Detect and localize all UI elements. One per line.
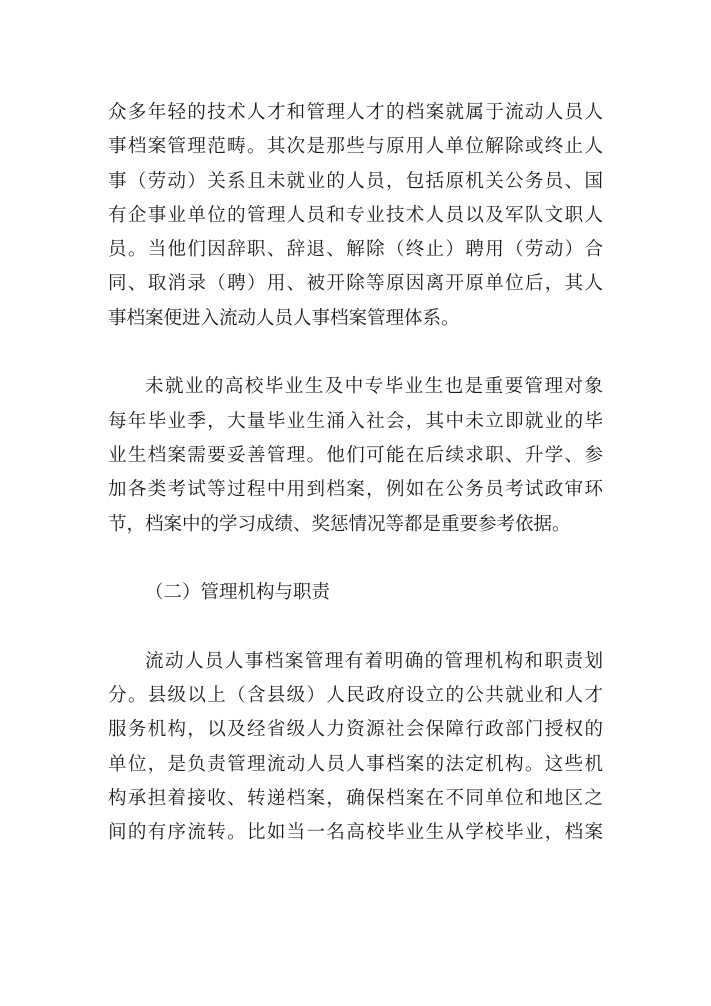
text-line: 众多年轻的技术人才和管理人才的档案就属于流动人员人 [108,102,603,123]
text-line: 服务机构，以及经省级人力资源社会保障行政部门授权的 [108,719,603,741]
text-line: 节，档案中的学习成绩、奖惩情况等都是重要参考依据。 [108,513,571,535]
text-line: 事档案管理范畴。其次是那些与原用人单位解除或终止人 [108,136,603,158]
text-line: 有企事业单位的管理人员和专业技术人员以及军队文职人 [108,204,603,226]
paragraph-spacer [108,542,603,576]
text-line: 同、取消录（聘）用、被开除等原因离开原单位后，其人 [108,273,603,295]
document-page [108,96,603,851]
text-line: 分。县级以上（含县级）人民政府设立的公共就业和人才 [108,685,603,707]
paragraph-spacer [108,610,603,644]
text-line: 事（劳动）关系且未就业的人员，包括原机关公务员、国 [108,170,603,192]
text-line: 构承担着接收、转递档案，确保档案在不同单位和地区之 [108,787,603,809]
text-line: 未就业的高校毕业生及中专毕业生也是重要管理对象 [145,376,603,398]
text-line: 流动人员人事档案管理有着明确的管理机构和职责划 [145,650,603,672]
text-line: 员。当他们因辞职、辞退、解除（终止）聘用（劳动）合 [108,239,603,261]
paragraph-1 [108,96,603,336]
section-heading: （二）管理机构与职责 [145,582,331,604]
text-line: 加各类考试等过程中用到档案，例如在公务员考试政审环 [108,479,603,501]
paragraph-2 [108,370,603,541]
text-line: 每年毕业季，大量毕业生涌入社会，其中未立即就业的毕 [108,410,603,432]
text-line: 单位，是负责管理流动人员人事档案的法定机构。这些机 [108,753,603,775]
text-line: 业生档案需要妥善管理。他们可能在后续求职、升学、参 [108,444,603,466]
paragraph-3 [108,645,603,851]
text-line: 间的有序流转。比如当一名高校毕业生从学校毕业，档案 [108,822,603,844]
paragraph-spacer [108,336,603,370]
text-line: 事档案便进入流动人员人事档案管理体系。 [108,307,460,329]
